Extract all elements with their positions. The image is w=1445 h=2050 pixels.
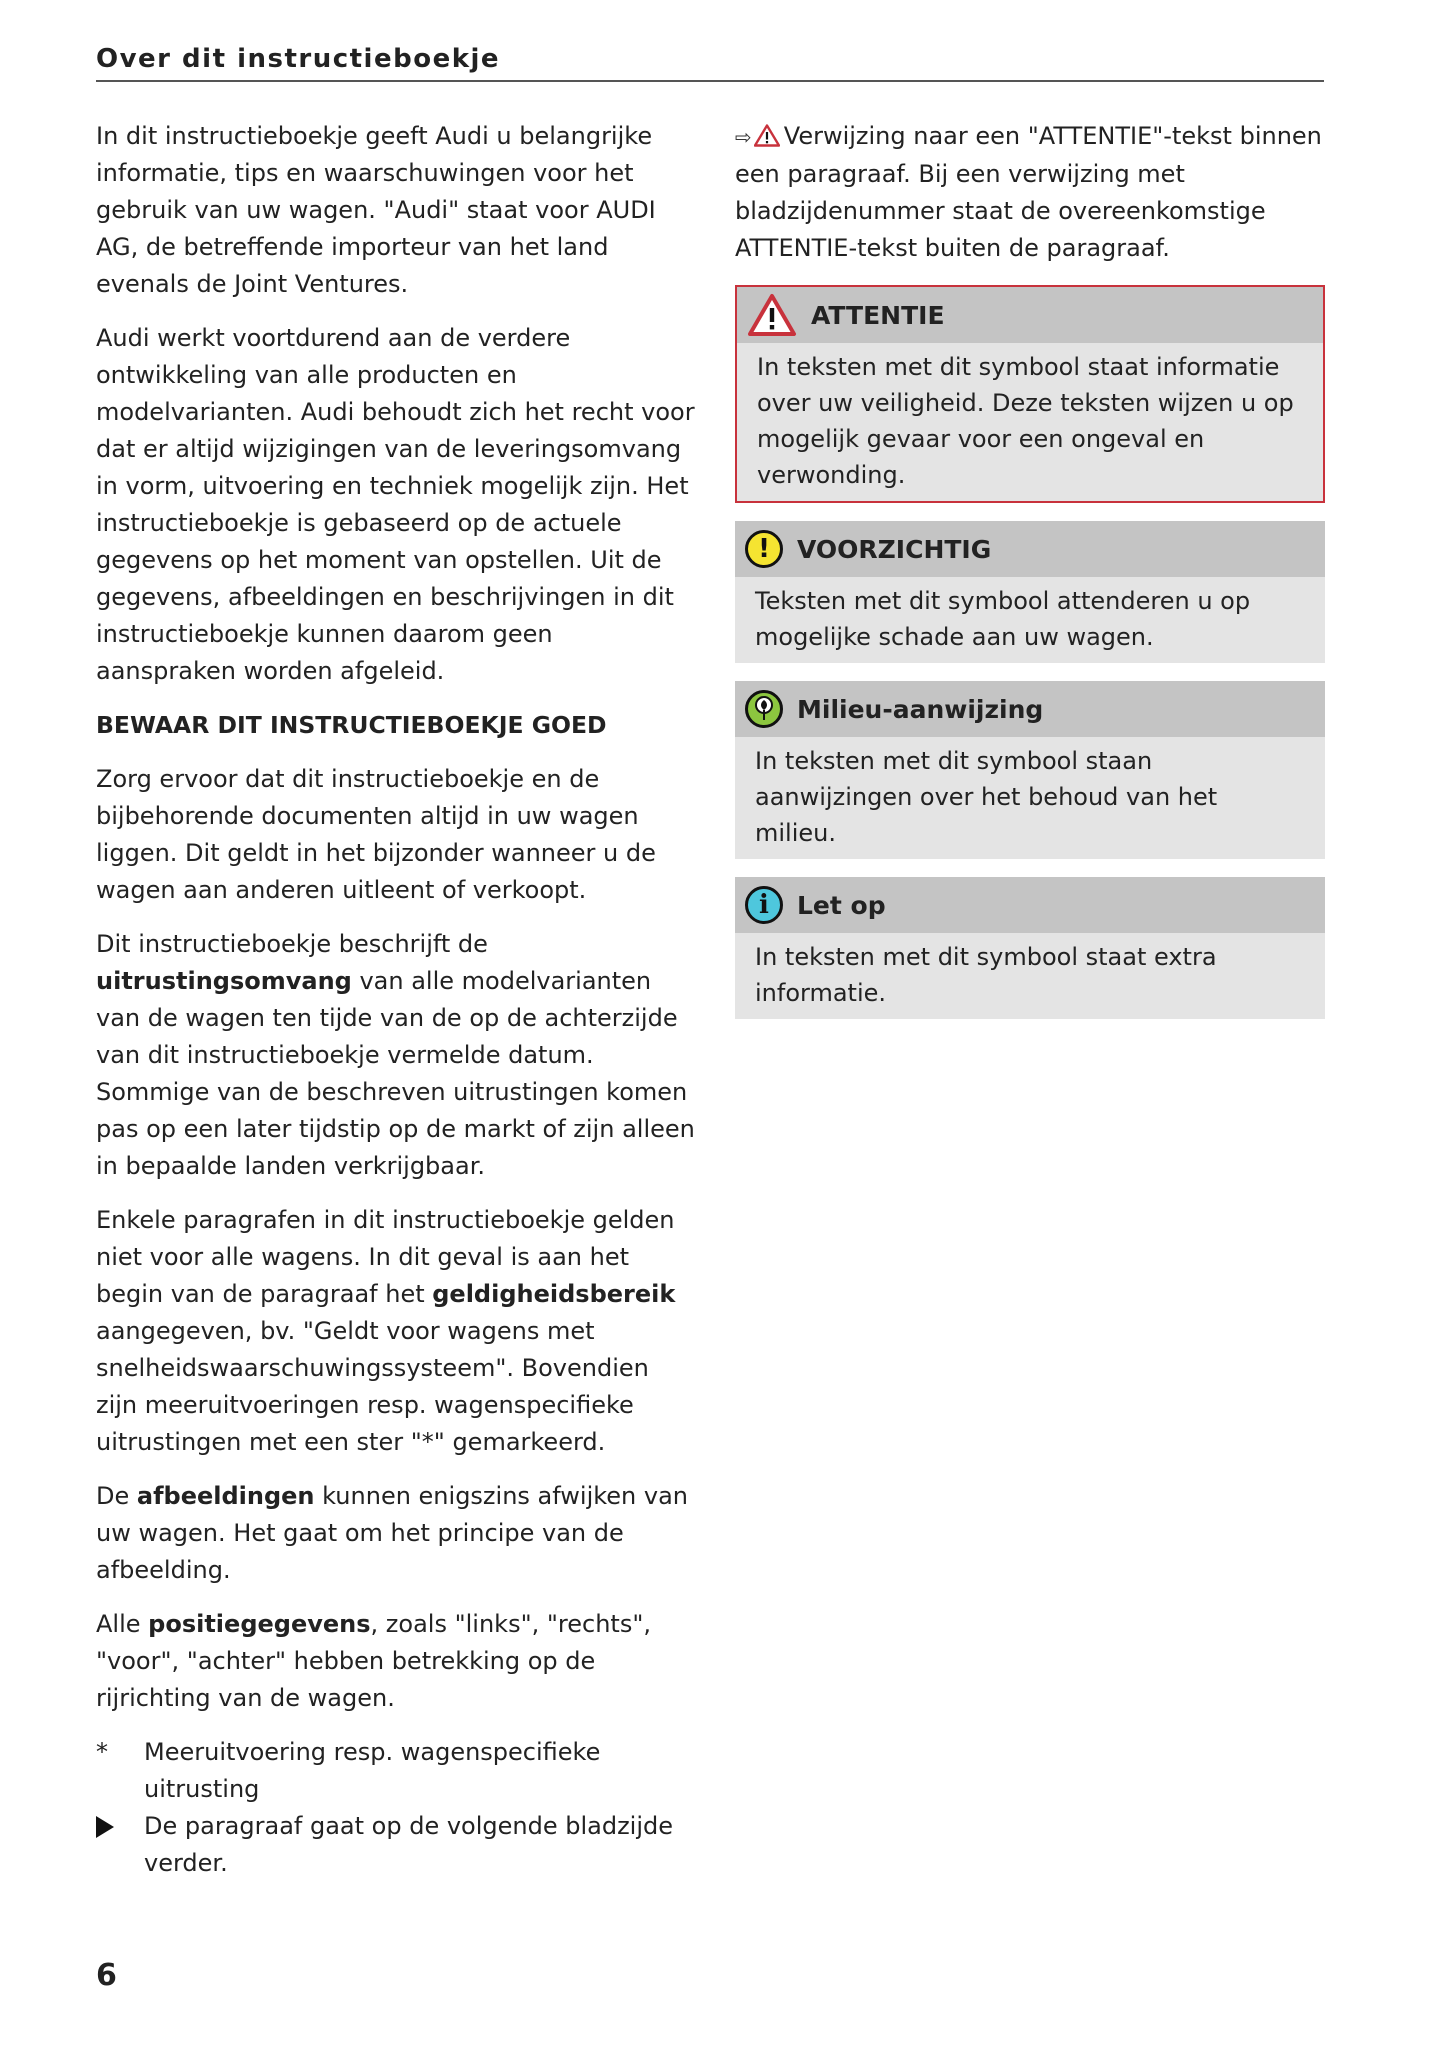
- term-uitrustingsomvang: uitrustingsomvang: [96, 967, 352, 995]
- asterisk-symbol: *: [96, 1738, 108, 1766]
- paragraph-intro: In dit instructieboekje geeft Audi u belangrijke informatie, tips en waarschuwingen voor het gebruik van uw wagen. "Audi" staat voor AUDI AG, de betreffende importeur van het land evenals de Joint Ventures.: [96, 122, 656, 298]
- paragraph-keep-manual: Zorg ervoor dat dit instructieboekje en de bijbehorende documenten altijd in uw wagen liggen. Dit geldt in het bijzonder wanneer u de wagen aan anderen uitleent of verkoopt.: [96, 765, 656, 904]
- milieu-body: In teksten met dit symbool staan aanwijzingen over het behoud van het milieu.: [735, 737, 1325, 859]
- letop-body: In teksten met dit symbool staat extra informatie.: [735, 933, 1325, 1019]
- term-positiegegevens: positiegegevens: [148, 1610, 371, 1638]
- milieu-box-header: [735, 681, 1325, 737]
- symbol-legend: [96, 1734, 696, 1882]
- voorzichtig-body: Teksten met dit symbool attenderen u op mogelijke schade aan uw wagen.: [735, 577, 1325, 663]
- letop-box-header: [735, 877, 1325, 933]
- paragraph-equipment-scope: Dit instructieboekje beschrijft de uitrustingsomvang van alle modelvarianten van de wagen ten tijde van de op de achterzijde van dit instructieboekje vermelde datum. Sommige van de beschreven uitrustingen komen pas op een later tijdstip op de markt of zijn alleen in bepaalde landen verkrijgbaar.: [96, 930, 695, 1180]
- paragraph-validity: Enkele paragrafen in dit instructieboekje gelden niet voor alle wagens. In dit geval is aan het begin van de paragraaf het geldigheidsbereik aangegeven, bv. "Geldt voor wagens met snelheidswaarschuwingssysteem". Bovendien zijn meeruitvoeringen resp. wagenspecifieke uitrustingen met een ster "*" gemarkeerd.: [96, 1206, 676, 1456]
- section-subheading: BEWAAR DIT INSTRUCTIEBOEKJE GOED: [96, 711, 607, 739]
- info-icon: i: [745, 886, 783, 924]
- exclamation-circle-icon: !: [745, 530, 783, 568]
- legend-item: De paragraaf gaat op de volgende bladzijde verder.: [96, 1808, 696, 1882]
- paragraph-development: Audi werkt voortdurend aan de verdere ontwikkeling van alle producten en modelvarianten. Audi behoudt zich het recht voor dat er altijd wijzigingen van de leveringsomvang in vorm, uitvoering en techniek mogelijk zijn. Het instructieboekje is gebaseerd op de actuele gegevens op het moment van opstellen. Uit de gegevens, afbeeldingen en beschrijvingen in dit instructieboekje kunnen daarom geen aanspraken worden afgeleid.: [96, 324, 695, 685]
- warning-triangle-icon: [754, 124, 780, 147]
- term-geldigheidsbereik: geldigheidsbereik: [432, 1280, 676, 1308]
- running-header: [96, 44, 1324, 82]
- right-column: [735, 118, 1325, 1037]
- attentie-body: In teksten met dit symbool staat informatie over uw veiligheid. Deze teksten wijzen u op mogelijk gevaar voor een ongeval en verwonding.: [737, 343, 1323, 501]
- tree-icon: [745, 690, 783, 728]
- letop-box: [735, 877, 1325, 1019]
- page-number: 6: [96, 1958, 117, 1993]
- letop-title: Let op: [797, 890, 886, 920]
- attentie-box: [735, 285, 1325, 503]
- attentie-title: ATTENTIE: [811, 300, 945, 330]
- milieu-title: Milieu-aanwijzing: [797, 694, 1044, 724]
- header-title: Over dit instructieboekje: [96, 44, 501, 74]
- attentie-reference-note: ⇨ Verwijzing naar een "ATTENTIE"-tekst binnen een paragraaf. Bij een verwijzing met bladzijdenummer staat de overeenkomstige ATTENTIE-tekst buiten de paragraaf.: [735, 122, 1322, 262]
- warning-triangle-icon: [747, 293, 797, 337]
- triangle-right-icon: [96, 1816, 114, 1838]
- paragraph-positions: Alle positiegegevens, zoals "links", "rechts", "voor", "achter" hebben betrekking op de rijrichting van de wagen.: [96, 1610, 651, 1712]
- milieu-box: [735, 681, 1325, 859]
- voorzichtig-box: [735, 521, 1325, 663]
- voorzichtig-title: VOORZICHTIG: [797, 534, 992, 564]
- left-column: [96, 118, 696, 1882]
- term-afbeeldingen: afbeeldingen: [136, 1482, 315, 1510]
- attentie-box-header: [737, 287, 1323, 343]
- legend-item: * Meeruitvoering resp. wagenspecifieke uitrusting: [96, 1734, 696, 1808]
- paragraph-images: De afbeeldingen kunnen enigszins afwijken van uw wagen. Het gaat om het principe van de afbeelding.: [96, 1482, 689, 1584]
- voorzichtig-box-header: [735, 521, 1325, 577]
- arrow-right-icon: ⇨: [735, 125, 752, 149]
